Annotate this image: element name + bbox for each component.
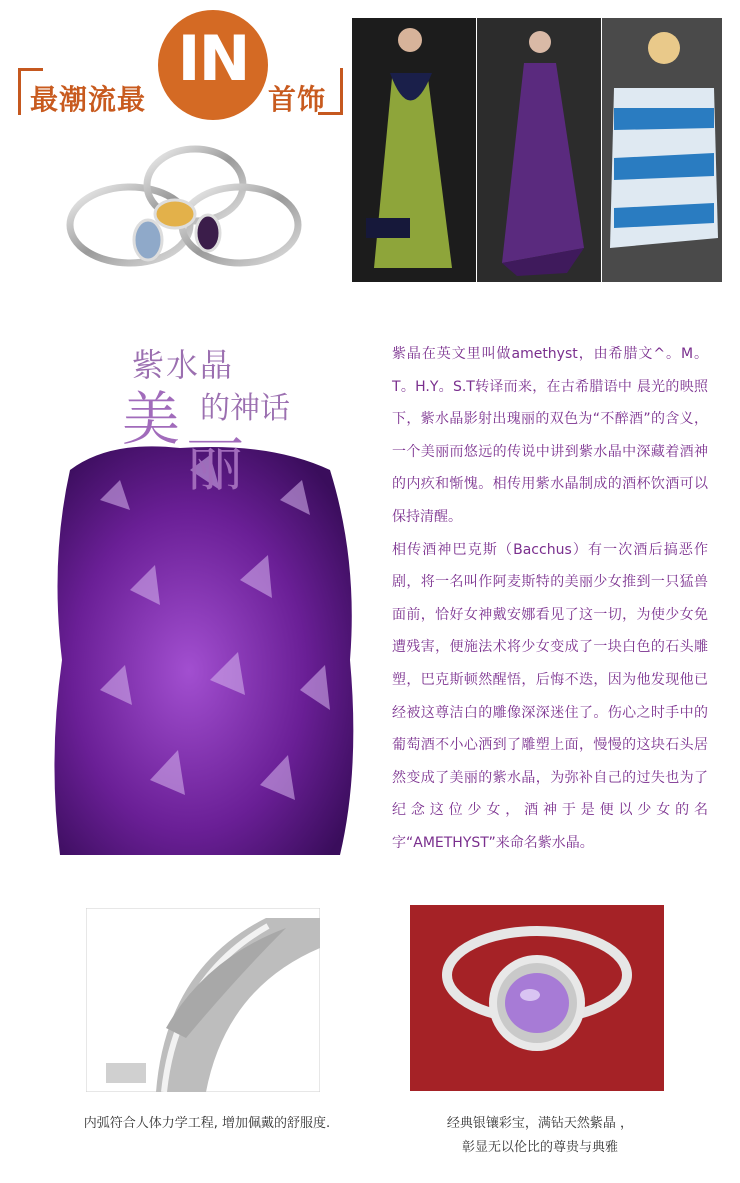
runway-photos <box>352 18 722 282</box>
amethyst-title-line2: 的神话 <box>200 391 290 426</box>
amethyst-title-big2: 丽 <box>186 431 245 499</box>
story-paragraph-1: 紫晶在英文里叫做amethyst，由希腊文^。M。T。H.Y。S.T转译而来，在古希腊语中 晨光的映照下，紫水晶影射出瑰丽的双色为“不醉酒”的含义，一个美丽而悠远的传说中讲到紫水晶中深藏着酒神的内疚和惭愧。相传用紫水晶制成的酒杯饮酒可以保持清醒。 <box>392 346 708 525</box>
banner-right-text: 首饰 <box>268 83 327 116</box>
caption-band: 内弧符合人体力学工程, 增加佩戴的舒服度. <box>83 1116 331 1131</box>
amethyst-story <box>392 338 708 860</box>
caption-ring <box>410 1112 670 1160</box>
amethyst-ring-on-red-image <box>410 905 664 1091</box>
caption-ring-line2: 彰显无以伦比的尊贵与典雅 <box>461 1140 618 1155</box>
caption-ring-line1: 经典银镶彩宝，满钻天然紫晶 ， <box>446 1116 634 1131</box>
banner-left-text: 最潮流最 <box>30 83 147 116</box>
amethyst-title-big1: 美 <box>122 385 181 453</box>
banner-in-text: IN <box>177 22 249 95</box>
amethyst-title-line1: 紫水晶 <box>132 346 235 384</box>
story-paragraph-2: 相传酒神巴克斯（Bacchus）有一次酒后搞恶作剧，将一名叫作阿麦斯特的美丽少女推到一只猛兽面前，恰好女神戴安娜看见了这一切，为使少女免遭残害，便施法术将少女变成了一块白色的石头雕塑，巴克斯顿然醒悟，后悔不迭，因为他发现他已经被这尊洁白的雕像深深迷住了。伤心之时手中的葡萄酒不小心洒到了雕塑上面，慢慢的这块石头居然变成了美丽的紫水晶，为弥补自己的过失也为了纪念这位少女，酒神于是便以少女的名字“AMETHYST”来命名紫水晶。 <box>392 541 708 851</box>
ring-band-closeup-image <box>86 908 320 1092</box>
rings-product-image <box>60 140 310 270</box>
